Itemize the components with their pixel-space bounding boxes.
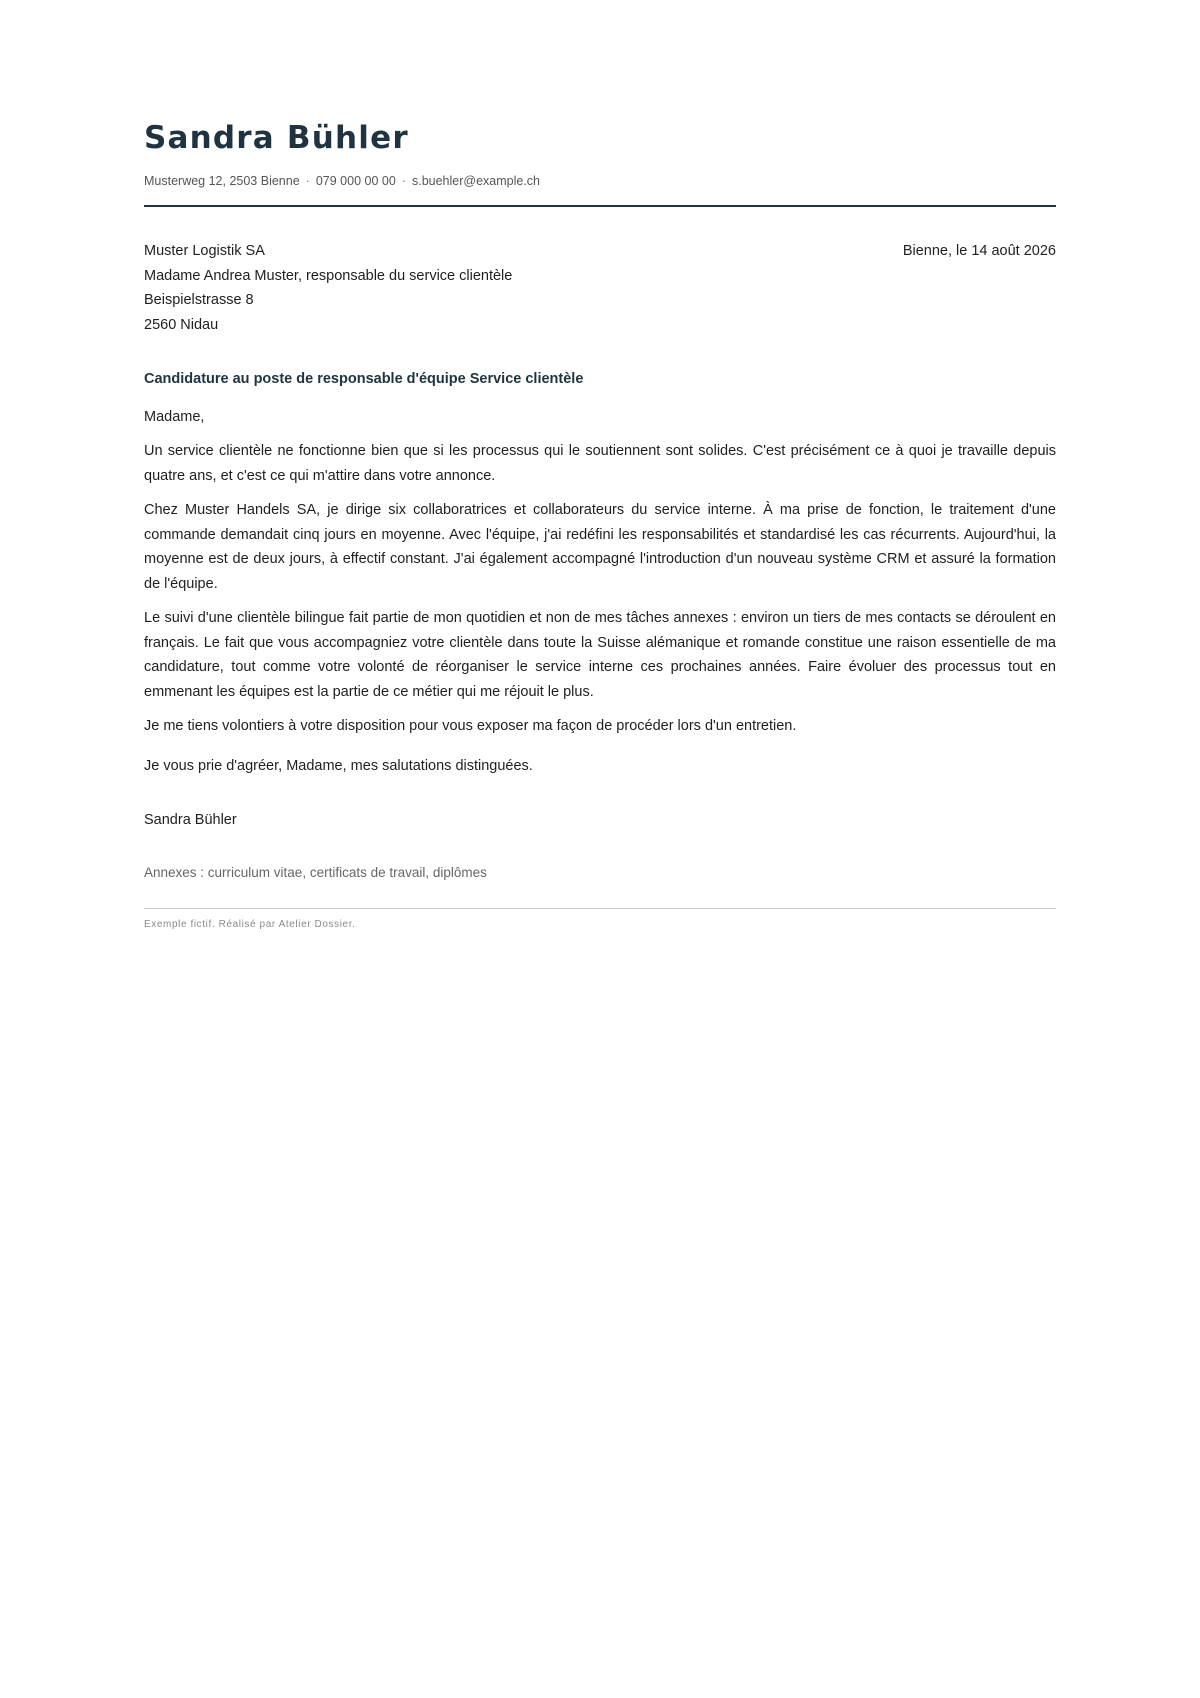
annexes-line: Annexes : curriculum vitae, certificats de travail, diplômes <box>144 864 487 880</box>
recipient-block <box>144 239 1056 337</box>
footer-note: Exemple fictif. Réalisé par Atelier Dossier. <box>144 918 356 930</box>
letter-subject: Candidature au poste de responsable d'équipe Service clientèle <box>144 371 584 387</box>
contact-separator: · <box>305 174 310 188</box>
closing-formula: Je vous prie d'agréer, Madame, mes salutations distinguées. <box>144 757 533 774</box>
sender-email: s.buehler@example.ch <box>411 174 541 188</box>
letter-date: Bienne, le 14 août 2026 <box>902 243 1056 259</box>
recipient-city: 2560 Nidau <box>144 316 219 333</box>
body-paragraph: Le suivi d'une clientèle bilingue fait partie de mon quotidien et non de mes tâches annexes : environ un tiers de mes contacts se déroulent en français. Le fait que vous accompagniez votre clientèle dans toute la Suisse alémanique et romande constitue une raison essentielle de ma candidature, tout comme votre volonté de réorganiser le service interne ces prochaines années. Faire évoluer des processus tout en emmenant les équipes est la partie de ce métier qui me réjouit le plus. <box>144 610 1056 700</box>
sender-contact-line <box>144 172 1056 190</box>
recipient-street: Beispielstrasse 8 <box>144 292 254 308</box>
recipient-company: Muster Logistik SA <box>144 243 265 259</box>
body-paragraph: Un service clientèle ne fonctionne bien que si les processus qui le soutiennent sont solides. C'est précisément ce à quoi je travaille depuis quatre ans, et c'est ce qui m'attire dans votre annonce. <box>144 443 1056 484</box>
header-divider <box>144 205 1056 207</box>
body-paragraph: Je me tiens volontiers à votre disposition pour vous exposer ma façon de procéder lors d'un entretien. <box>144 718 797 734</box>
footer-divider <box>144 908 1056 909</box>
contact-separator: · <box>401 174 406 188</box>
salutation: Madame, <box>144 409 205 425</box>
letter-header <box>144 0 1056 207</box>
sender-address: Musterweg 12, 2503 Bienne <box>144 174 300 188</box>
sender-phone: 079 000 00 00 <box>315 174 396 188</box>
signature-name: Sandra Bühler <box>144 811 237 828</box>
sender-name: Sandra Bühler <box>144 120 409 156</box>
recipient-contact: Madame Andrea Muster, responsable du service clientèle <box>144 267 513 284</box>
body-paragraph: Chez Muster Handels SA, je dirige six collaboratrices et collaborateurs du service interne. À ma prise de fonction, le traitement d'une commande demandait cinq jours en moyenne. Avec l'équipe, j'ai redéfini les responsabilités et standardisé les cas récurrents. Aujourd'hui, la moyenne est de deux jours, à effectif constant. J'ai également accompagné l'introduction d'un nouveau système CRM et assuré la formation de l'équipe. <box>144 502 1056 592</box>
